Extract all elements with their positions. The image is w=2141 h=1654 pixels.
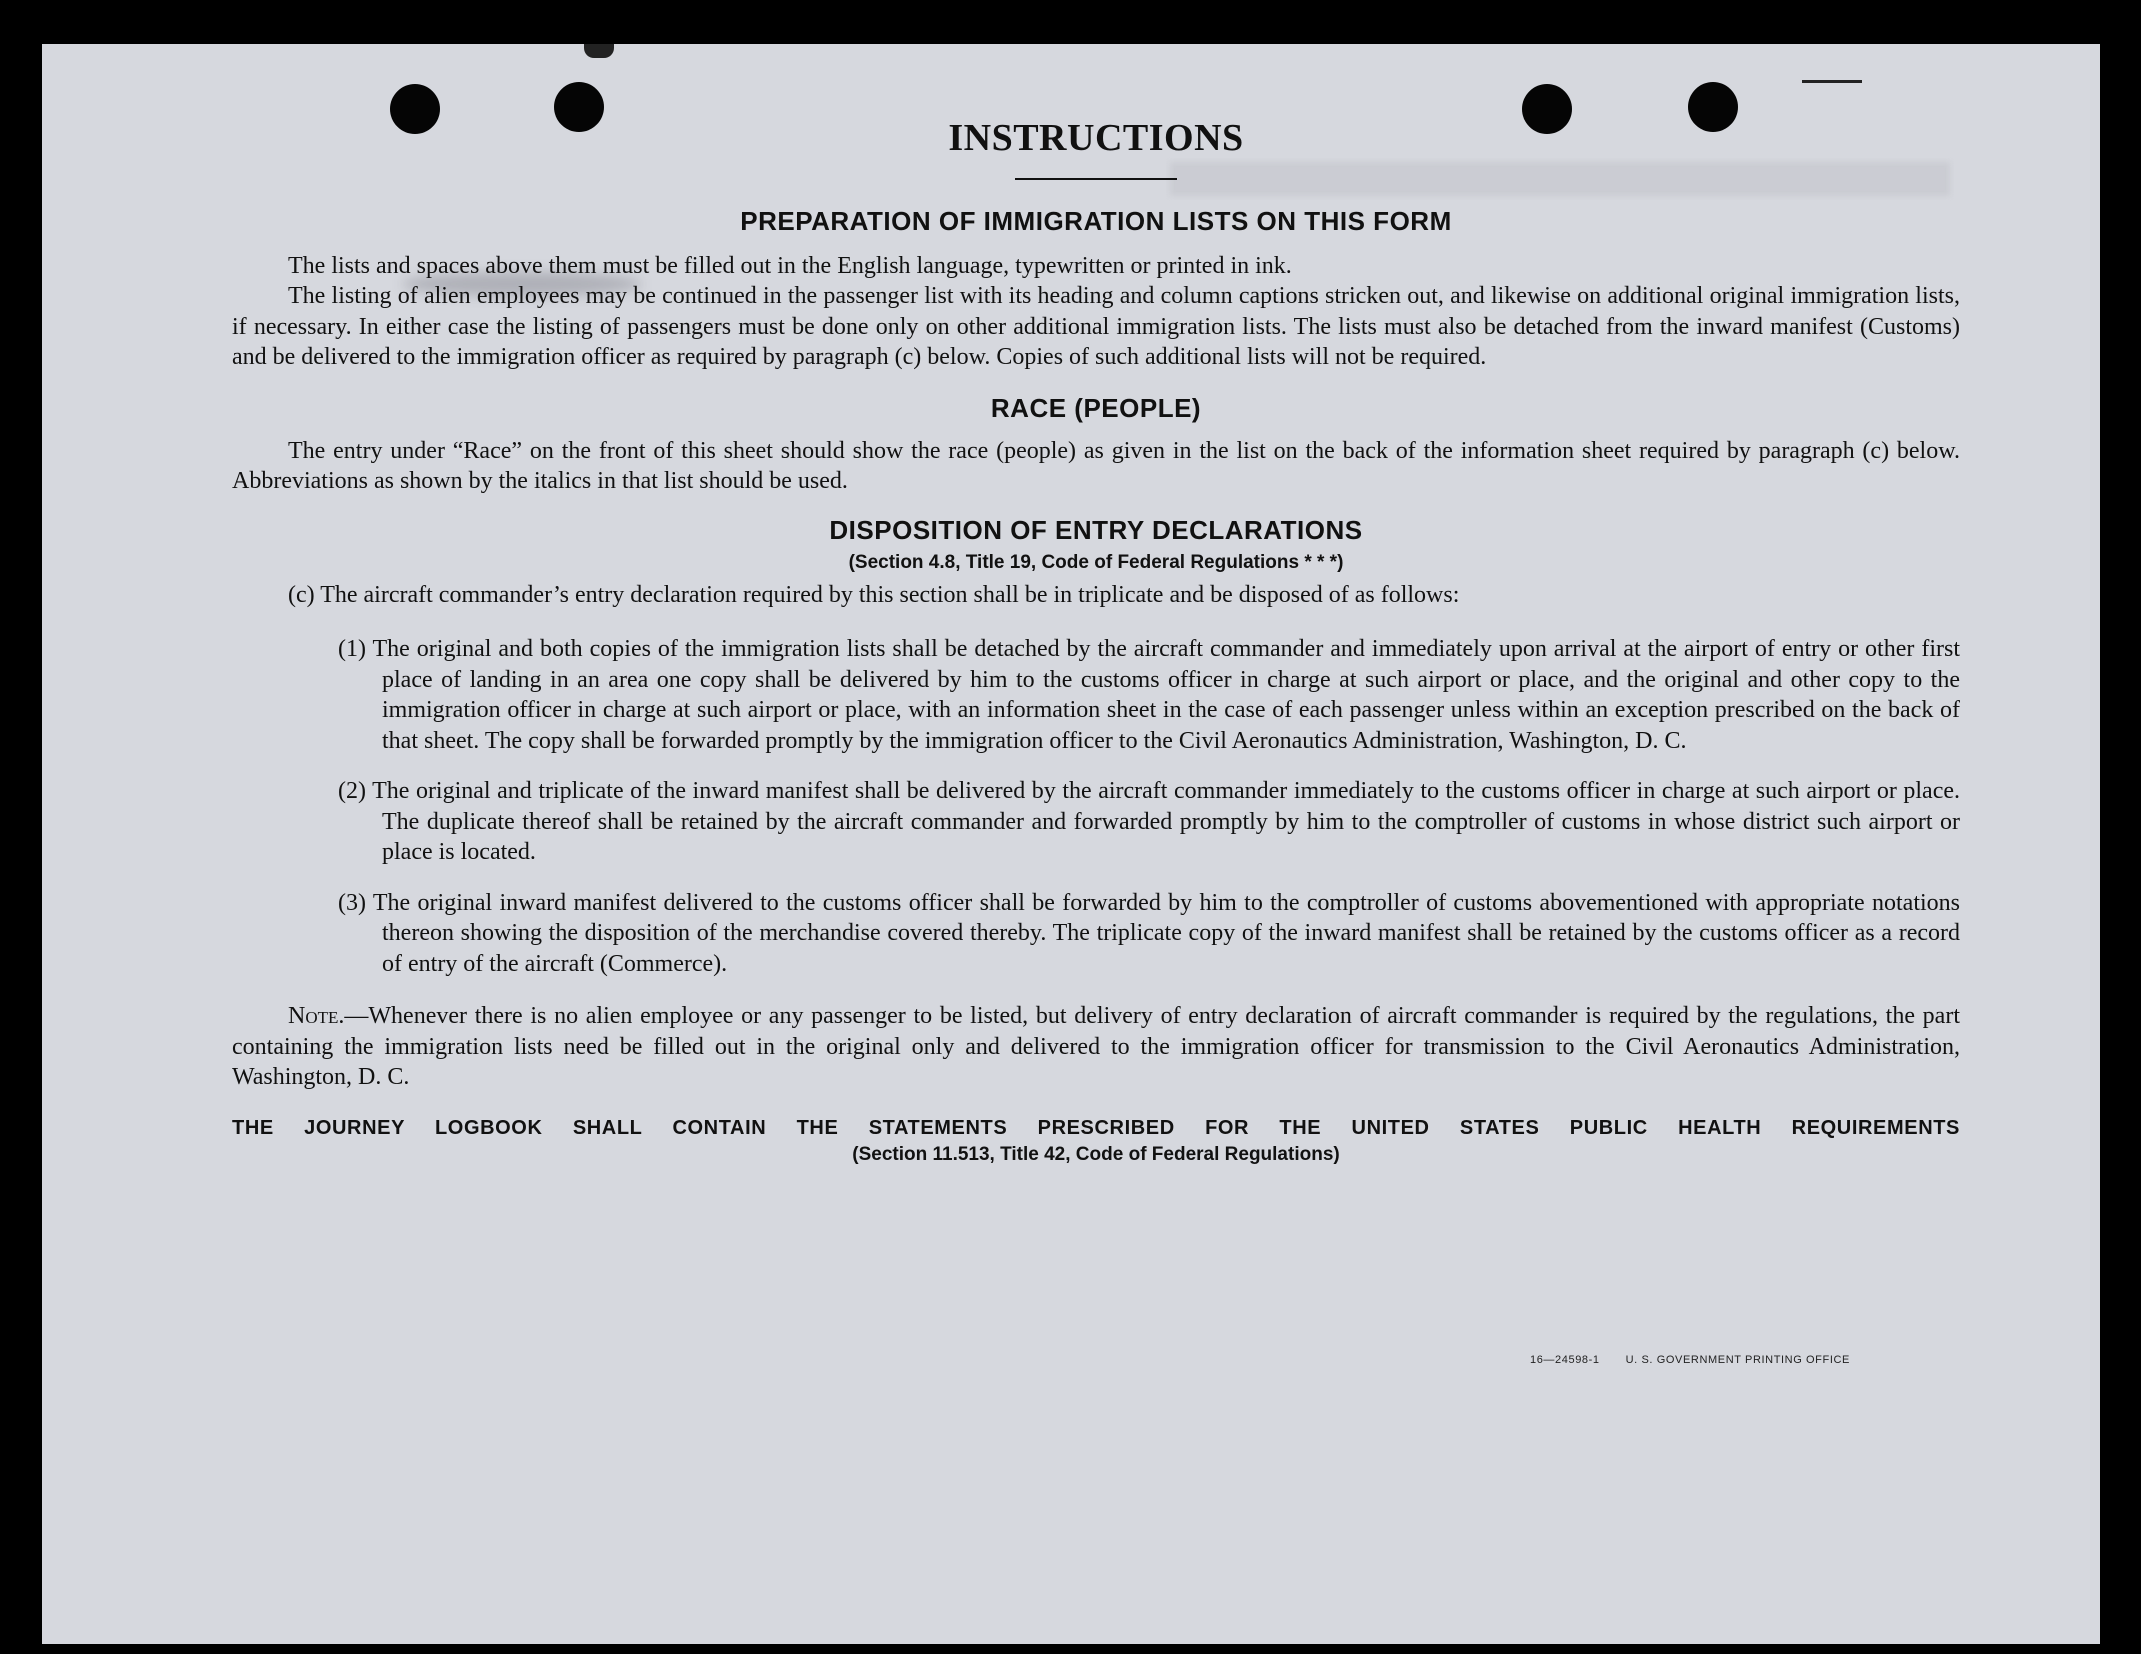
note-paragraph [232, 1001, 1960, 1093]
race-heading: RACE (PEOPLE) [990, 392, 1202, 423]
preparation-paragraph-1: The lists and spaces above them must be filled out in the English language, typewritten or printed in ink. [288, 252, 1292, 279]
journey-citation: (Section 11.513, Title 42, Code of Federal Regulations) [852, 1143, 1340, 1165]
instructions-body [232, 116, 1960, 1166]
preparation-paragraph-2: The listing of alien employees may be continued in the passenger list with its heading and column captions stricken out, and likewise on additional original immigration lists, if necessary. In either case the listing of passengers must be done only on other additional immigration lists. The lists must also be detached from the inward manifest (Customs) and be delivered to the immigration officer as required by paragraph (c) below. Copies of such additional lists will not be required. [232, 283, 1960, 371]
disposition-item-1: (1) The original and both copies of the immigration lists shall be detached by the aircraft commander and immediately upon arrival at the airport of entry or other first place of landing in an area one copy shall be delivered by him to the customs officer in charge at such airport or place, and the original and other copy to the immigration officer in charge at such airport or place, with an information sheet in the case of each passenger unless within an exception prescribed on the back of that sheet. The copy shall be forwarded promptly by the immigration officer to the Civil Aeronautics Administration, Washington, D. C. [338, 636, 1960, 754]
paper-tear-mark [584, 44, 614, 58]
journey-logbook-statement: THE JOURNEY LOGBOOK SHALL CONTAIN THE STATEMENTS PRESCRIBED FOR THE UNITED STATES PUBLIC HEALTH REQUIREMENTS [232, 1116, 1960, 1139]
disposition-citation: (Section 4.8, Title 19, Code of Federal Regulations * * *) [848, 551, 1344, 573]
printer-imprint [1530, 1354, 1850, 1366]
disposition-intro: (c) The aircraft commander’s entry declaration required by this section shall be in triplicate and be disposed of as follows: [288, 581, 1460, 608]
note-label: Note. [288, 1003, 345, 1030]
form-code: 16—24598-1 [1530, 1354, 1600, 1366]
disposition-item-2: (2) The original and triplicate of the inward manifest shall be delivered by the aircraft commander immediately to the customs officer in charge at such airport or place. The duplicate thereof shall be retained by the aircraft commander and forwarded promptly by him to the comptroller of customs in whose district such airport or place is located. [338, 778, 1960, 866]
document-page [42, 44, 2100, 1644]
disposition-item-3: (3) The original inward manifest delivered to the customs officer shall be forwarded by him to the comptroller of customs abovementioned with appropriate notations thereon showing the disposition of the merchandise covered thereby. The triplicate copy of the inward manifest shall be retained by the customs officer as a record of entry of the aircraft (Commerce). [338, 889, 1960, 977]
note-text: —Whenever there is no alien employee or any passenger to be listed, but delivery of entry declaration of aircraft commander is required by the regulations, the part containing the immigration lists need be filled out in the original only and delivered to the immigration officer for transmission to the Civil Aeronautics Administration, Washington, D. C. [232, 1003, 1960, 1091]
printing-office: U. S. GOVERNMENT PRINTING OFFICE [1625, 1354, 1850, 1366]
title-underline [1015, 178, 1177, 180]
disposition-heading: DISPOSITION OF ENTRY DECLARATIONS [829, 514, 1363, 545]
race-paragraph: The entry under “Race” on the front of this sheet should show the race (people) as given in the list on the back of the information sheet required by paragraph (c) below. Abbreviations as shown by the italics in that list should be used. [232, 437, 1960, 495]
page-title: INSTRUCTIONS [948, 117, 1244, 159]
paper-tear-mark [1802, 80, 1862, 83]
preparation-heading: PREPARATION OF IMMIGRATION LISTS ON THIS FORM [740, 205, 1452, 236]
